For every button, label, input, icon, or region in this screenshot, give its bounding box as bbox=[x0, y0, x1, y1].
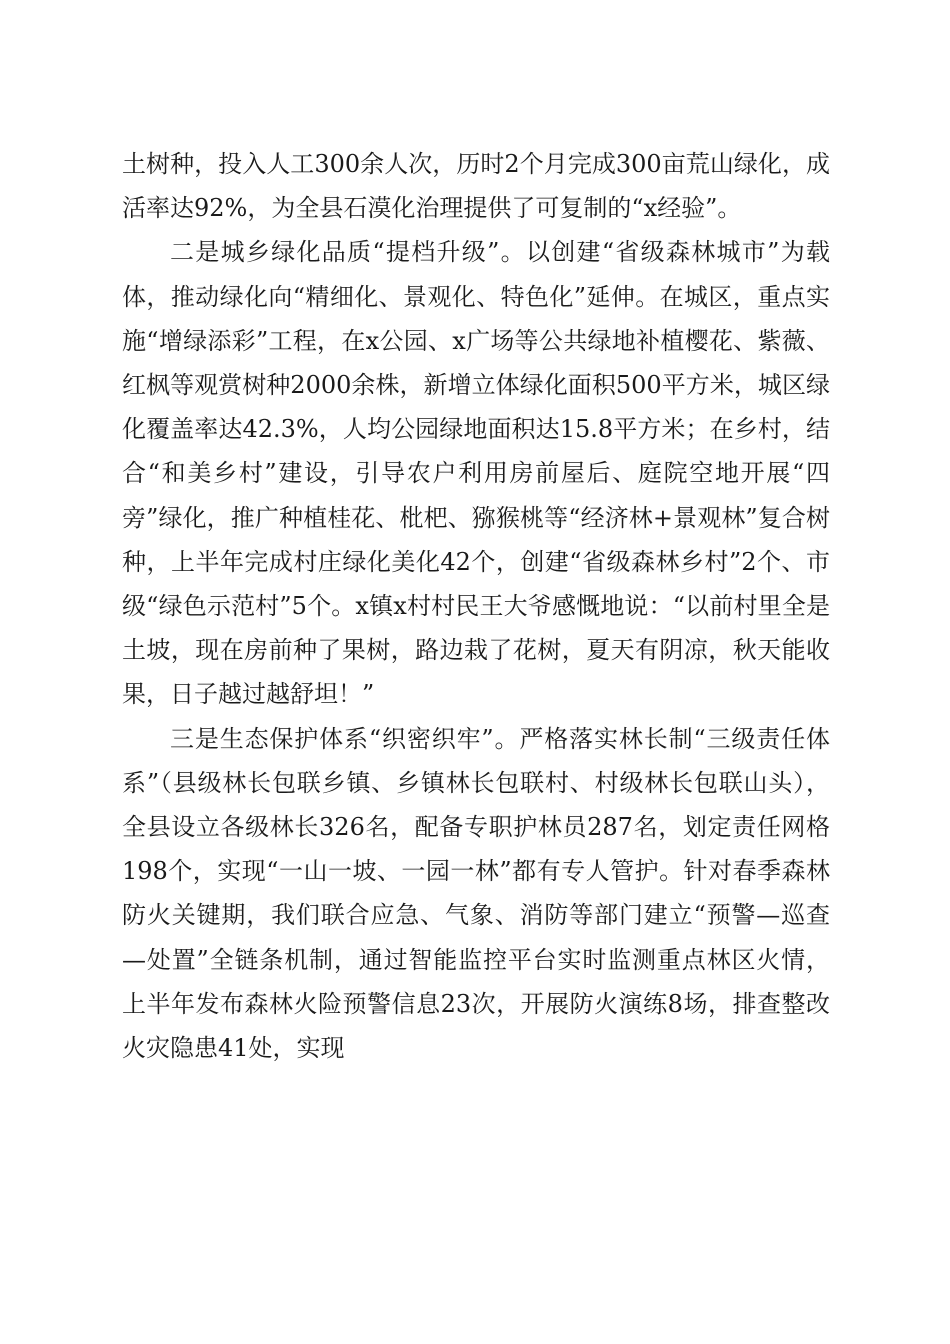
document-body bbox=[122, 142, 830, 1070]
paragraph-urban-rural-greening: 二是城乡绿化品质“提档升级”。以创建“省级森林城市”为载体，推动绿化向“精细化、景观化、特色化”延伸。在城区，重点实施“增绿添彩”工程，在x公园、x广场等公共绿地补植樱花、紫薇、红枫等观赏树种2000余株，新增立体绿化面积500平方米，城区绿化覆盖率达42.3%，人均公园绿地面积达15.8平方米；在乡村，结合“和美乡村”建设，引导农户利用房前屋后、庭院空地开展“四旁”绿化，推广种植桂花、枇杷、猕猴桃等“经济林+景观林”复合树种，上半年完成村庄绿化美化42个，创建“省级森林乡村”2个、市级“绿色示范村”5个。x镇x村村民王大爷感慨地说：“以前村里全是土坡，现在房前种了果树，路边栽了花树，夏天有阴凉，秋天能收果，日子越过越舒坦！” bbox=[122, 238, 830, 709]
paragraph-ecological-protection: 三是生态保护体系“织密织牢”。严格落实林长制“三级责任体系”（县级林长包联乡镇、乡镇林长包联村、村级林长包联山头），全县设立各级林长326名，配备专职护林员287名，划定责任网格198个，实现“一山一坡、一园一林”都有专人管护。针对春季森林防火关键期，我们联合应急、气象、消防等部门建立“预警—巡查—处置”全链条机制，通过智能监控平台实时监测重点林区火情，上半年发布森林火险预警信息23次，开展防火演练8场，排查整改火灾隐患41处，实现 bbox=[122, 724, 830, 1063]
paragraph-continuation: 土树种，投入人工300余人次，历时2个月完成300亩荒山绿化，成活率达92%，为全县石漠化治理提供了可复制的“x经验”。 bbox=[122, 150, 830, 223]
